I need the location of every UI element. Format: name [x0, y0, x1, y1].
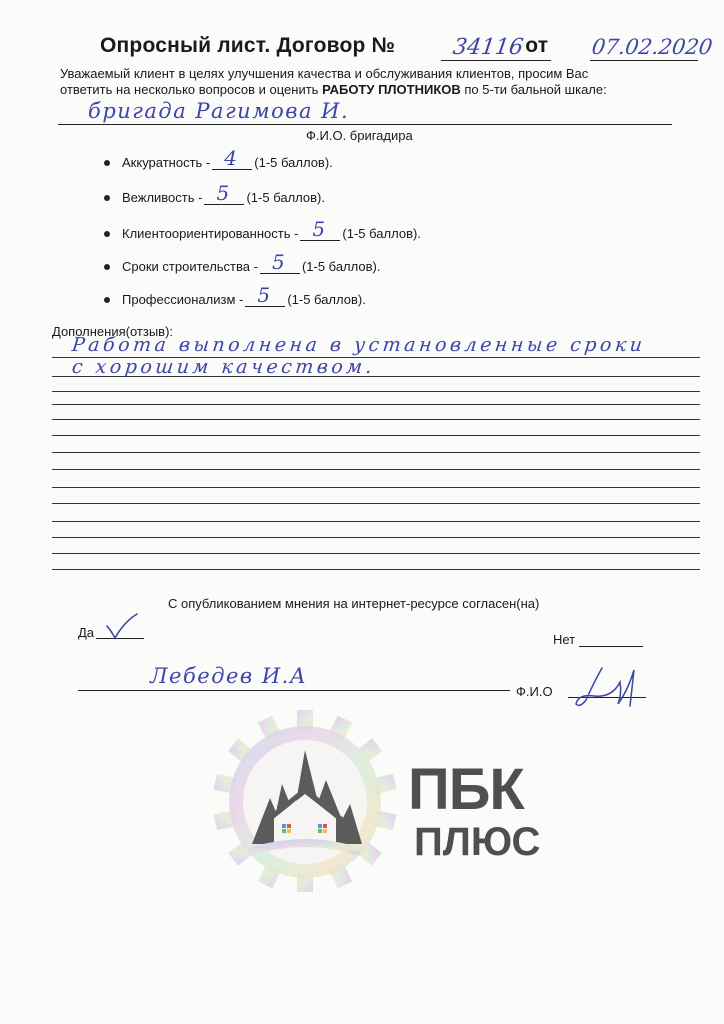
rating-label: Вежливость - — [122, 190, 203, 205]
contract-date-line — [590, 60, 698, 61]
rating-item — [104, 250, 381, 274]
rating-suffix: (1-5 баллов). — [301, 259, 381, 274]
check-mark-icon — [104, 612, 140, 640]
brigade-handwritten: бригада Рагимова И. — [88, 99, 350, 123]
client-name-handwritten: Лебедев И.А — [150, 664, 308, 688]
logo-brand-line-1: ПБК — [408, 757, 524, 822]
feedback-rule-line — [52, 569, 700, 570]
feedback-rule-line — [52, 487, 700, 488]
intro-bold: РАБОТУ ПЛОТНИКОВ — [322, 82, 461, 97]
contract-number-line — [441, 60, 551, 61]
signature-image — [572, 660, 644, 712]
rating-blank[interactable] — [204, 181, 244, 205]
contract-date-handwritten: 07.02.2020 — [590, 35, 714, 59]
rating-blank[interactable] — [245, 283, 285, 307]
brigade-caption: Ф.И.О. бригадира — [306, 128, 413, 143]
feedback-rule-line — [52, 452, 700, 453]
rating-label: Профессионализм - — [122, 292, 244, 307]
feedback-rule-line — [52, 404, 700, 405]
feedback-rule-line — [52, 376, 700, 377]
feedback-rule-line — [52, 537, 700, 538]
rating-suffix: (1-5 баллов). — [254, 155, 333, 170]
feedback-rule-line — [52, 419, 700, 420]
consent-text: С опубликованием мнения на интернет-ресурсе согласен(на) — [168, 596, 540, 611]
feedback-rule-line — [52, 469, 700, 470]
intro-line-2: ответить на несколько вопросов и оценить РАБОТУ ПЛОТНИКОВ по 5-ти бальной шкале: — [60, 82, 607, 97]
title-text: Опросный лист. Договор № — [100, 34, 396, 57]
logo-brand-line-2: ПЛЮС — [414, 820, 541, 864]
rating-value: 5 — [312, 217, 326, 241]
rating-blank[interactable] — [212, 146, 252, 170]
bullet-icon — [104, 231, 110, 237]
rating-suffix: (1-5 баллов). — [246, 190, 325, 205]
feedback-handwritten-line-1: Работа выполнена в установленные сроки — [70, 334, 647, 356]
rating-item — [104, 217, 421, 241]
rating-suffix: (1-5 баллов). — [342, 226, 421, 241]
rating-label: Клиентоориентированность - — [122, 226, 299, 241]
date-prefix: от — [525, 34, 549, 57]
rating-value: 5 — [216, 181, 230, 205]
feedback-rule-line — [52, 391, 700, 392]
rating-blank[interactable] — [260, 250, 300, 274]
feedback-rule-line — [52, 503, 700, 504]
feedback-rule-line — [52, 357, 700, 358]
feedback-label: Дополнения(отзыв): — [52, 324, 174, 339]
feedback-rule-line — [52, 553, 700, 554]
rating-suffix: (1-5 баллов). — [287, 292, 366, 307]
bullet-icon — [104, 160, 110, 166]
bullet-icon — [104, 264, 110, 270]
intro-text — [60, 66, 607, 98]
client-name-line — [78, 690, 510, 691]
feedback-rule-line — [52, 435, 700, 436]
brigade-line — [58, 124, 672, 125]
rating-blank[interactable] — [300, 217, 340, 241]
rating-item — [104, 181, 325, 205]
yes-label: Да — [78, 625, 95, 640]
rating-item — [104, 283, 366, 307]
intro-line-1: Уважаемый клиент в целях улучшения качества и обслуживания клиентов, просим Вас — [60, 66, 589, 81]
rating-item — [104, 146, 333, 170]
feedback-handwritten-line-2: с хорошим качеством. — [70, 356, 377, 378]
contract-number-handwritten: 34116 — [451, 35, 525, 60]
rating-label: Сроки строительства - — [122, 259, 258, 274]
fio-label: Ф.И.О — [516, 684, 553, 699]
rating-value: 4 — [224, 146, 237, 170]
bullet-icon — [104, 297, 110, 303]
no-line[interactable] — [579, 646, 643, 647]
pbk-logo-icon — [210, 702, 400, 892]
rating-label: Аккуратность - — [122, 155, 211, 170]
rating-value: 5 — [257, 283, 271, 307]
feedback-rule-line — [52, 521, 700, 522]
bullet-icon — [104, 195, 110, 201]
no-label: Нет — [553, 632, 576, 647]
rating-value: 5 — [271, 250, 285, 274]
